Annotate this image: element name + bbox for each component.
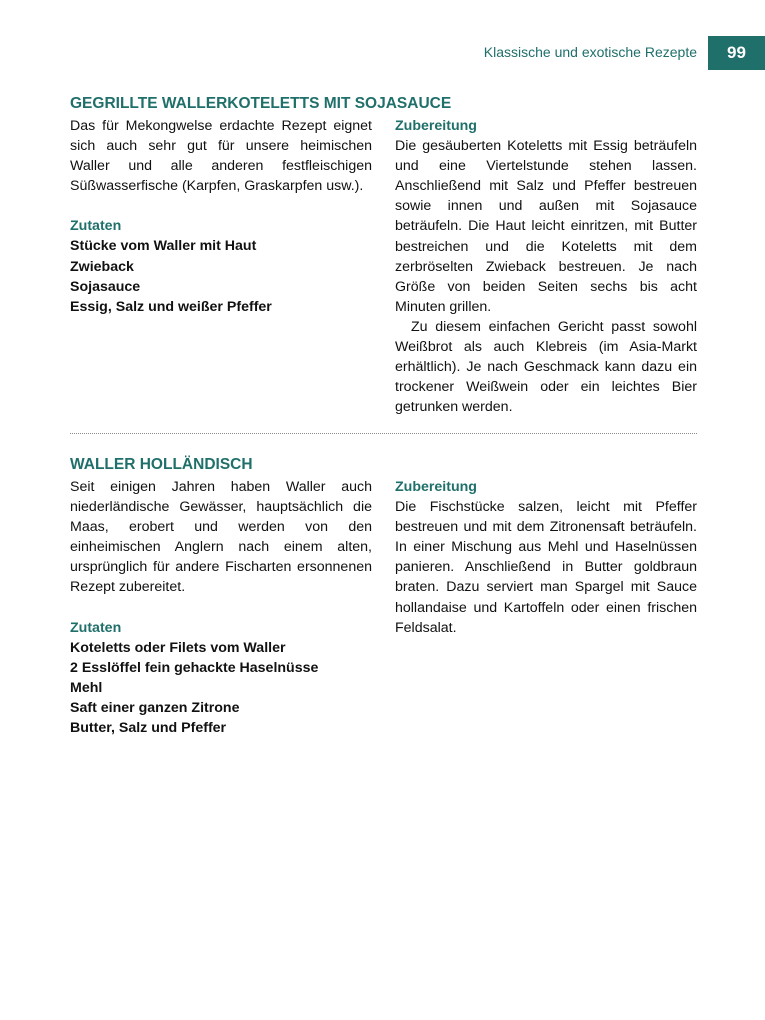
ingredients-list bbox=[70, 638, 372, 738]
ingredient-item: 2 Esslöffel fein gehackte Haselnüsse bbox=[70, 659, 319, 676]
ingredients-heading: Zutaten bbox=[70, 218, 122, 235]
running-head: Klassische und exotische Rezepte bbox=[483, 44, 697, 60]
ingredient-item: Saft einer ganzen Zitrone bbox=[70, 699, 240, 716]
ingredient-item: Butter, Salz und Pfeffer bbox=[70, 720, 227, 737]
right-column bbox=[395, 477, 697, 638]
section-divider bbox=[70, 433, 697, 434]
ingredient-item: Koteletts oder Filets vom Waller bbox=[70, 639, 286, 656]
ingredient-item: Essig, Salz und weißer Pfeffer bbox=[70, 298, 272, 315]
ingredient-item: Zwieback bbox=[70, 258, 134, 275]
recipe-intro: Seit einigen Jahren haben Waller auch niederländische Gewässer, hauptsächlich die Maas, erobert und werden von den einheimischen Anglern nach einem alten, ursprünglich für andere Fischarten ersonnenen Rezept zubereitet. bbox=[70, 479, 372, 596]
page-number: 99 bbox=[708, 36, 765, 70]
recipe-intro: Das für Mekongwelse erdachte Rezept eignet sich auch sehr gut für unsere heimischen Waller und alle anderen festfleischigen Süßwasserfische (Karpfen, Graskarpfen usw.). bbox=[70, 118, 372, 195]
preparation-paragraph: Zu diesem einfachen Gericht passt sowohl Weißbrot als auch Klebreis (im Asia-Markt erhältlich). Je nach Geschmack kann dazu ein trockener Weißwein oder ein leichtes Bier getrunken werden. bbox=[395, 318, 697, 416]
ingredients-list bbox=[70, 236, 372, 316]
left-column bbox=[70, 477, 372, 738]
ingredient-item: Sojasauce bbox=[70, 278, 141, 295]
right-column bbox=[395, 116, 697, 417]
ingredient-item: Mehl bbox=[70, 679, 103, 696]
recipe-waller-hollandisch bbox=[70, 455, 697, 737]
left-column bbox=[70, 116, 372, 317]
preparation-paragraph: Die gesäuberten Koteletts mit Essig beträufeln und eine Viertelstunde stehen lassen. Anschließend mit Salz und Pfeffer bestreuen sowie innen und außen mit Sojasauce beträufeln. Die Haut leicht einritzen, mit Butter bestreichen und die Koteletts mit dem zerbröselten Zwieback bestreuen. Je nach Größe von beiden Seiten sechs bis acht Minuten grillen. bbox=[395, 138, 697, 315]
recipe-title: GEGRILLTE WALLERKOTELETTS MIT SOJASAUCE bbox=[70, 95, 452, 112]
preparation-heading: Zubereitung bbox=[395, 118, 477, 134]
preparation-paragraph: Die Fischstücke salzen, leicht mit Pfeffer bestreuen und mit dem Zitronensaft beträufeln. In einer Mischung aus Mehl und Haselnüssen panieren. Anschließend in Butter goldbraun braten. Dazu serviert man Spargel mit Sauce hollandaise und Kartoffeln oder einen frischen Feldsalat. bbox=[395, 499, 697, 636]
recipe-grilled-waller-cutlets bbox=[70, 94, 697, 416]
ingredient-item: Stücke vom Waller mit Haut bbox=[70, 238, 257, 255]
ingredients-heading: Zutaten bbox=[70, 619, 122, 636]
recipe-title: WALLER HOLLÄNDISCH bbox=[70, 456, 253, 473]
preparation-heading: Zubereitung bbox=[395, 479, 477, 495]
